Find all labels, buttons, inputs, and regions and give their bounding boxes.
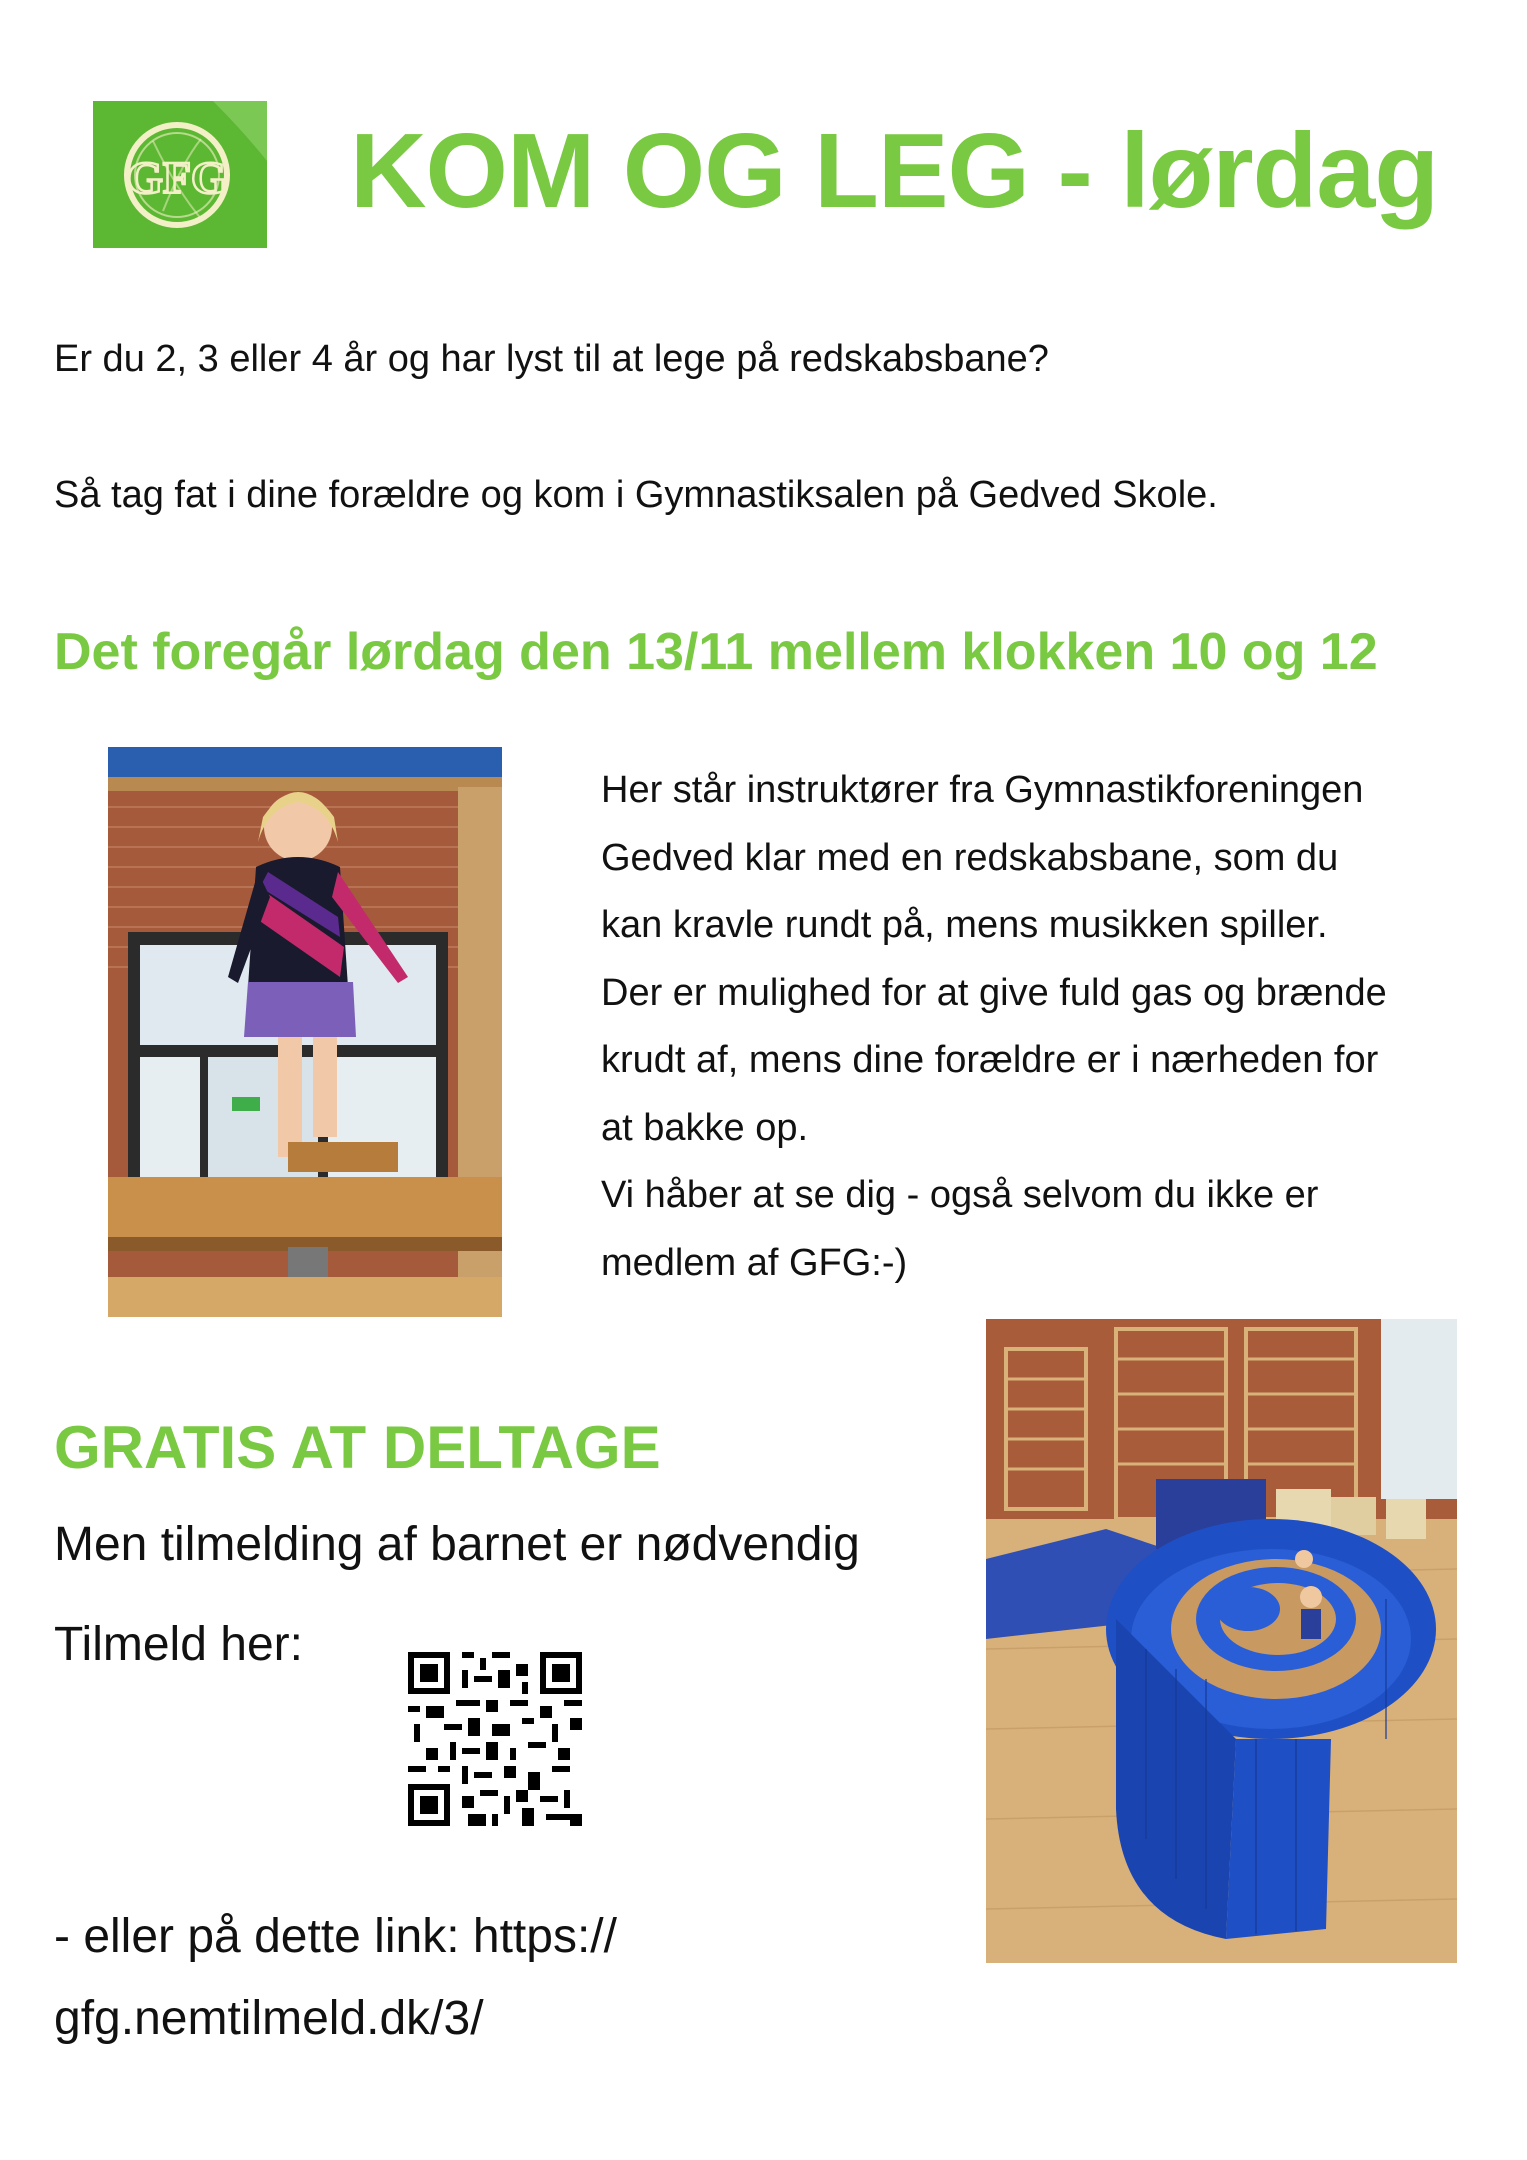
description-line: kan kravle rundt på, mens musikken spiller.: [601, 904, 1328, 946]
description-line: Gedved klar med en redskabsbane, som du: [601, 836, 1339, 879]
girl-balance-beam-photo: [108, 747, 502, 1317]
description-line: Der er mulighed for at give fuld gas og brænde: [601, 971, 1387, 1014]
activity-description: [601, 757, 1501, 1297]
description-line: Vi håber at se dig - også selvom du ikke er: [601, 1174, 1319, 1216]
intro-line-2: Så tag fat i dine forældre og kom i Gymnastiksalen på Gedved Skole.: [54, 474, 1218, 516]
page-title: KOM OG LEG - lørdag: [350, 112, 1439, 230]
description-line: krudt af, mens dine forældre er i nærheden for: [601, 1039, 1379, 1081]
signup-link-text[interactable]: - eller på dette link: https://: [54, 1910, 617, 1963]
intro-line-1: Er du 2, 3 eller 4 år og har lyst til at lege på redskabsbane?: [54, 338, 1049, 380]
spiral-mat-photo: [986, 1319, 1457, 1963]
event-date-heading: Det foregår lørdag den 13/11 mellem klokken 10 og 12: [54, 623, 1378, 681]
description-line: Her står instruktører fra Gymnastikforeningen: [601, 769, 1364, 811]
signup-link-url[interactable]: gfg.nemtilmeld.dk/3/: [54, 1992, 484, 2045]
signup-required-note: Men tilmelding af barnet er nødvendig: [54, 1518, 860, 1571]
description-line: medlem af GFG:-): [601, 1241, 908, 1284]
free-participation-heading: GRATIS AT DELTAGE: [54, 1414, 661, 1481]
logo-lettering: GFG: [127, 152, 227, 203]
signup-label: Tilmeld her:: [54, 1618, 303, 1671]
signup-qr-code[interactable]: [408, 1652, 582, 1826]
description-line: at bakke op.: [601, 1106, 809, 1149]
gfg-logo: [93, 101, 267, 248]
gfg-logo-graphic: [93, 101, 267, 248]
